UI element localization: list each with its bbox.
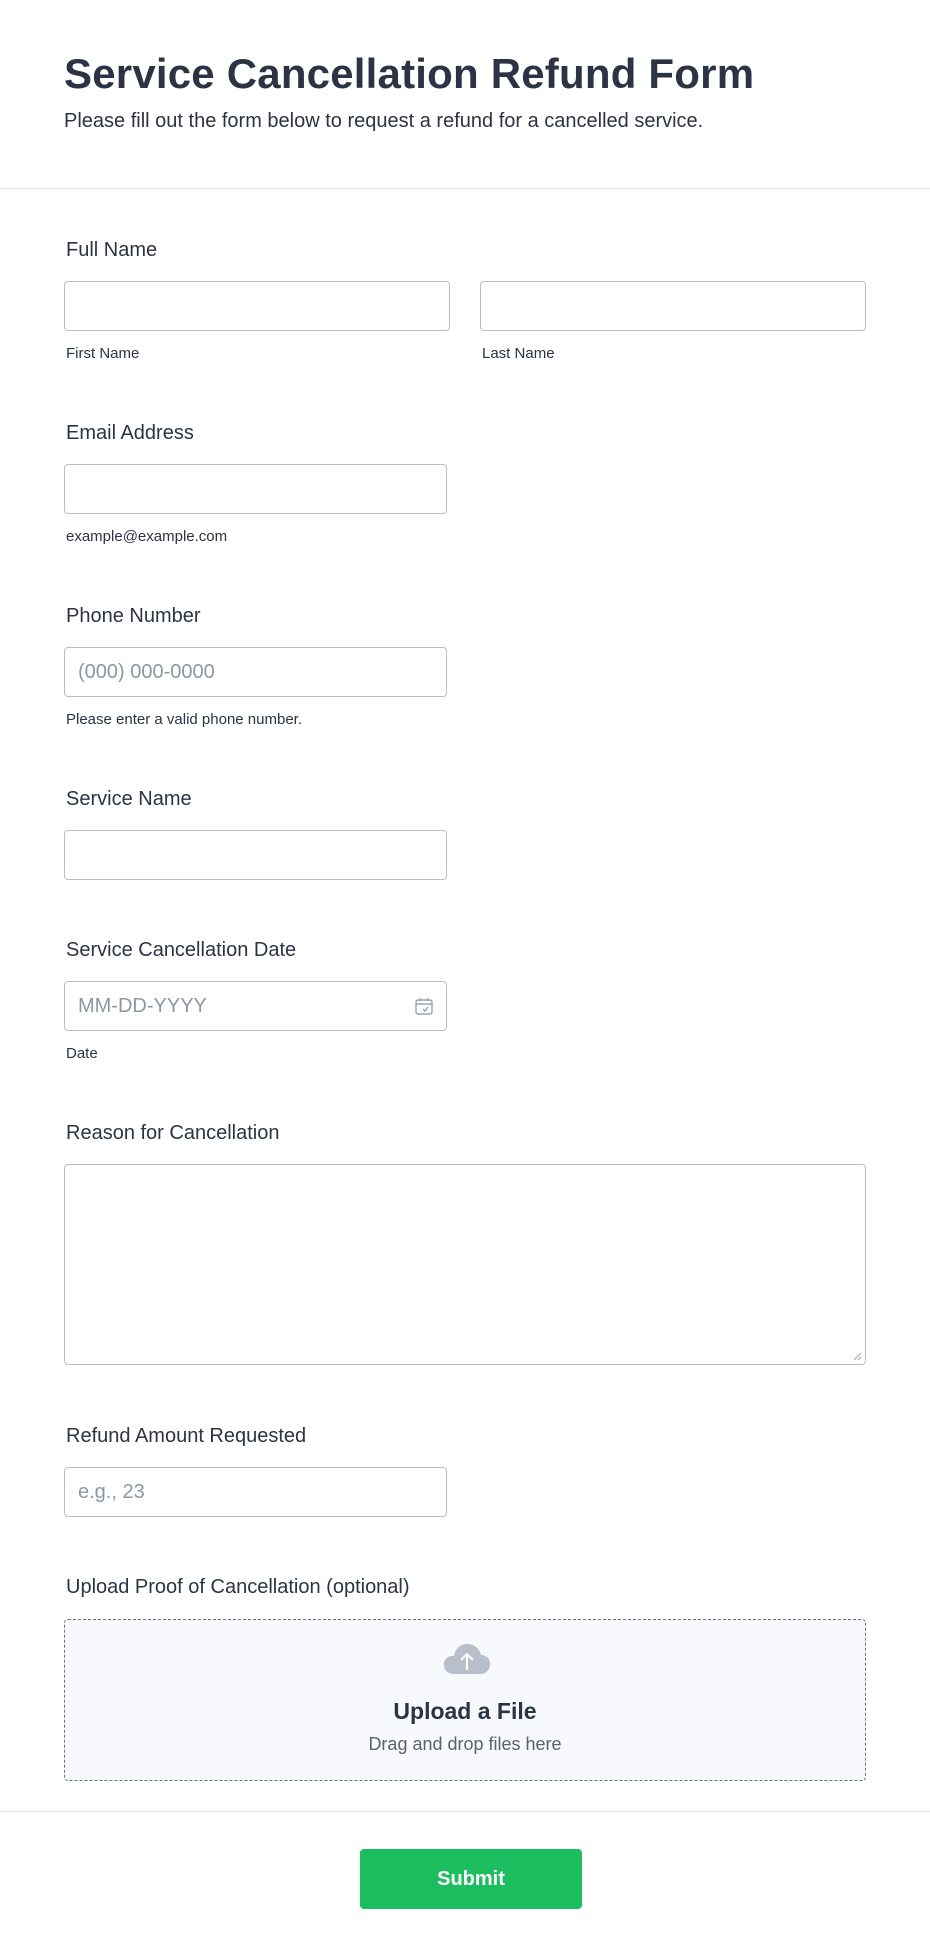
upload-subtitle: Drag and drop files here — [368, 1734, 562, 1754]
service-name-input[interactable] — [64, 830, 447, 880]
page-subtitle: Please fill out the form below to request a refund for a cancelled service. — [64, 110, 704, 132]
last-name-sublabel: Last Name — [482, 345, 555, 362]
resize-handle-icon[interactable] — [852, 1351, 862, 1361]
footer-divider — [0, 1811, 930, 1812]
form-header — [0, 0, 930, 189]
upload-label: Upload Proof of Cancellation (optional) — [66, 1576, 410, 1598]
refund-amount-placeholder: e.g., 23 — [78, 1481, 145, 1503]
cloud-upload-icon — [442, 1642, 492, 1676]
email-label: Email Address — [66, 422, 194, 444]
service-name-label: Service Name — [66, 788, 192, 810]
first-name-input[interactable] — [64, 281, 450, 331]
calendar-icon[interactable] — [414, 996, 434, 1016]
reason-label: Reason for Cancellation — [66, 1122, 280, 1144]
phone-placeholder: (000) 000-0000 — [78, 661, 215, 683]
phone-sublabel: Please enter a valid phone number. — [66, 711, 302, 728]
refund-amount-input[interactable] — [64, 1467, 447, 1517]
first-name-sublabel: First Name — [66, 345, 140, 362]
refund-amount-label: Refund Amount Requested — [66, 1425, 307, 1447]
phone-input[interactable] — [64, 647, 447, 697]
reason-textarea[interactable] — [64, 1164, 866, 1365]
upload-title: Upload a File — [393, 1698, 537, 1724]
cancellation-date-input[interactable] — [64, 981, 447, 1031]
upload-dropzone[interactable] — [64, 1619, 866, 1781]
phone-label: Phone Number — [66, 605, 201, 627]
email-input[interactable] — [64, 464, 447, 514]
date-sublabel: Date — [66, 1045, 98, 1062]
page-title: Service Cancellation Refund Form — [64, 50, 755, 97]
cancellation-date-label: Service Cancellation Date — [66, 939, 297, 961]
full-name-label: Full Name — [66, 239, 158, 261]
date-placeholder: MM-DD-YYYY — [78, 995, 207, 1017]
last-name-input[interactable] — [480, 281, 866, 331]
email-sublabel: example@example.com — [66, 528, 228, 545]
submit-button[interactable]: Submit — [360, 1849, 582, 1909]
